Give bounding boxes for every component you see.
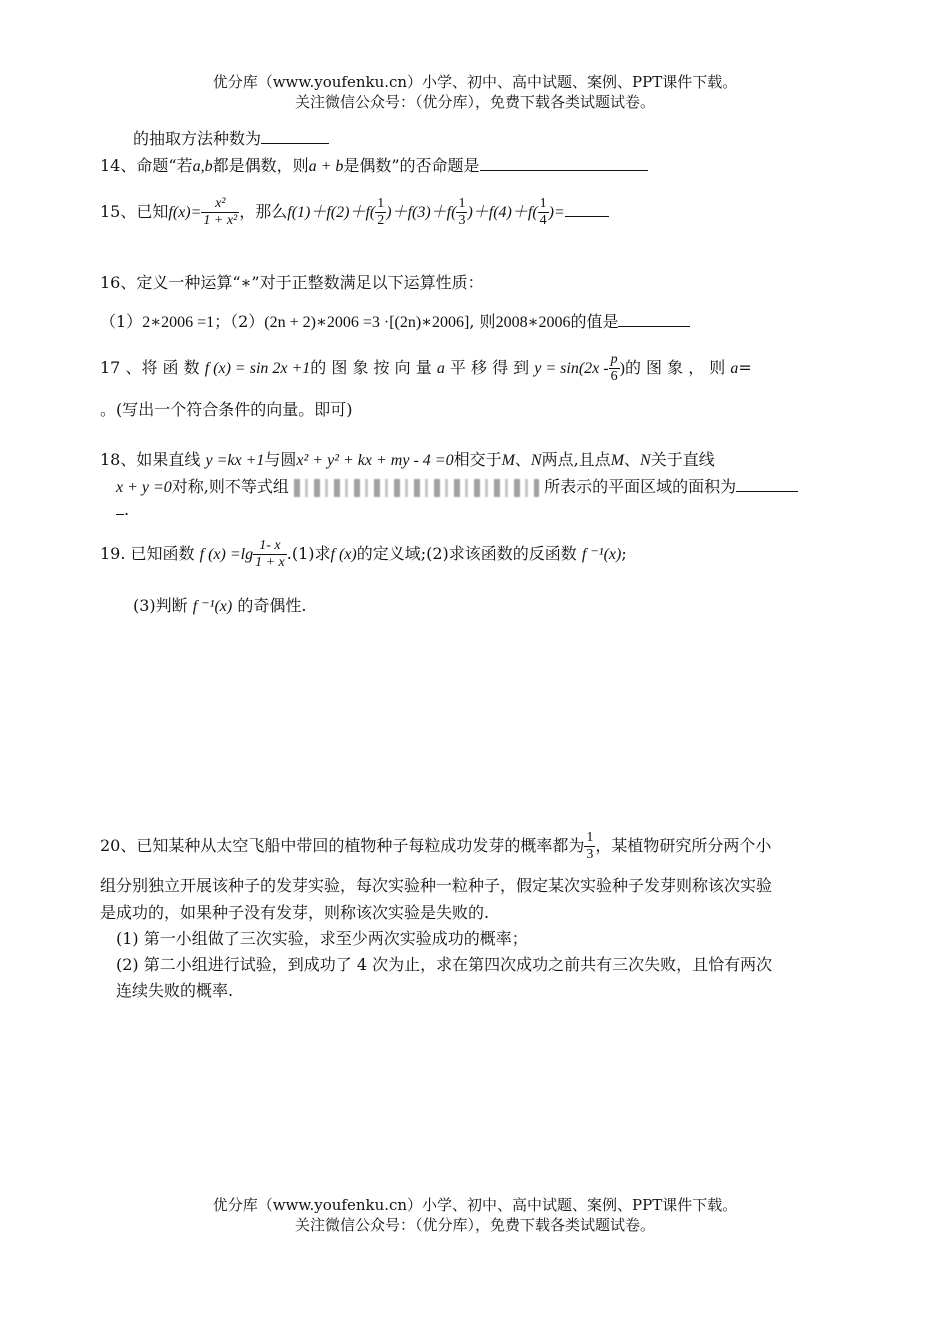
q15-number: 15、已知 bbox=[100, 202, 169, 221]
q18-n: N bbox=[530, 452, 542, 469]
q19-l2-text-1: (3)判断 bbox=[133, 596, 188, 615]
q18-text-1: 与圆 bbox=[264, 450, 297, 469]
question-18-line-3 bbox=[116, 500, 129, 519]
question-20 bbox=[100, 830, 771, 863]
question-19 bbox=[100, 538, 627, 571]
q17-expr-2b: ) bbox=[619, 360, 625, 377]
q17-pi-fraction bbox=[609, 352, 620, 385]
q17-expr-2a: y = sin(2x - bbox=[534, 360, 609, 377]
question-17 bbox=[100, 352, 752, 385]
q18-expr-3: x + y =0 bbox=[116, 479, 172, 496]
q15-quarter bbox=[538, 196, 549, 229]
q16-expr-1: 2∗2006 =1 bbox=[142, 314, 215, 331]
q18-text-3: 两点,且点 bbox=[541, 450, 611, 469]
q19-expr-3: f ⁻¹(x) bbox=[581, 546, 622, 563]
answer-blank bbox=[480, 156, 648, 171]
q18-text-2: 相交于 bbox=[453, 450, 502, 469]
q18-n-2: N bbox=[640, 452, 651, 469]
q14-number: 14、 bbox=[100, 156, 137, 175]
q16-text-4: 的值是 bbox=[570, 312, 619, 331]
q14-text-2: 都是偶数，则 bbox=[212, 156, 309, 175]
q19-text-1: .(1)求 bbox=[286, 544, 331, 563]
q15-frac-den: 1 + x² bbox=[203, 213, 238, 228]
q15-sum-3: )＋f(4)＋f( bbox=[467, 204, 538, 221]
q17-number: 17 、将 函 数 bbox=[100, 358, 200, 377]
header-line-2: 关注微信公众号：（优分库），免费下载各类试题试卷。 bbox=[294, 93, 655, 111]
question-16-cases bbox=[100, 309, 690, 332]
q18-tail: . bbox=[124, 500, 130, 519]
q18-sep-2: 、 bbox=[624, 450, 641, 469]
q15-fx: f(x)= bbox=[168, 204, 202, 221]
q18-expr-2: x² + y² + kx + my - 4 =0 bbox=[296, 452, 454, 469]
blurred-inequality-system bbox=[294, 479, 539, 497]
q15-sum-2: )＋f(3)＋f( bbox=[386, 204, 457, 221]
q20-line-1a: 20、已知某种从太空飞船中带回的植物种子每粒成功发芽的概率都为 bbox=[100, 836, 585, 855]
q17-vector-a-2: a bbox=[730, 360, 739, 377]
q20-part-2-cont: 连续失败的概率. bbox=[116, 981, 234, 1000]
q15-third-num: 1 bbox=[458, 196, 466, 211]
q15-quarter-den: 4 bbox=[539, 213, 547, 228]
q20-line-3: 是成功的，如果种子没有发芽，则称该次实验是失败的. bbox=[100, 903, 490, 922]
q18-text-6: 所表示的平面区域的面积为 bbox=[544, 477, 737, 496]
q20-part-2: (2) 第二小组进行试验，到成功了 4 次为止，求在第四次成功之前共有三次失败，且恰有两次 bbox=[116, 955, 773, 974]
q15-fraction bbox=[201, 196, 239, 229]
q14-text-3: 是偶数”的否命题是 bbox=[343, 156, 480, 175]
q16-case-1-label: （1） bbox=[100, 312, 143, 331]
question-18-line-2 bbox=[116, 474, 798, 497]
q13-text: 的抽取方法种数为 bbox=[133, 129, 262, 148]
q20-line-2: 组分别独立开展该种子的发芽实验，每次实验种一粒种子，假定某次实验种子发芽则称该次实验 bbox=[100, 876, 773, 895]
q15-half-num: 1 bbox=[377, 196, 385, 211]
q19-frac-num: 1- x bbox=[259, 538, 281, 553]
q17-pi-num: p bbox=[610, 352, 618, 367]
q16-line-1: 16、定义一种运算“∗”对于正整数满足以下运算性质： bbox=[100, 273, 484, 292]
answer-blank bbox=[565, 202, 609, 217]
q19-l2-expr: f ⁻¹(x) bbox=[192, 598, 233, 615]
q14-expr: a + b bbox=[308, 158, 344, 175]
q18-text-4: 关于直线 bbox=[650, 450, 715, 469]
q20-prob-num: 1 bbox=[586, 830, 594, 845]
q17-text-3: 的 图 象 ， 则 bbox=[624, 358, 726, 377]
q17-text-1: 的 图 象 按 向 量 bbox=[310, 358, 432, 377]
q17-pi-den: 6 bbox=[610, 369, 618, 384]
q18-sep: 、 bbox=[514, 450, 531, 469]
q17-eq: = bbox=[738, 358, 752, 377]
q16-text-3: , 则 bbox=[469, 312, 496, 331]
q19-fraction bbox=[253, 538, 287, 571]
q13-tail bbox=[133, 126, 329, 149]
q19-text-3: ; bbox=[621, 544, 627, 563]
q17-line-2: 。(写出一个符合条件的向量。即可) bbox=[100, 400, 353, 419]
q18-m-2: M bbox=[610, 452, 625, 469]
q15-frac-num: x² bbox=[215, 196, 226, 211]
q17-expr-1: f (x) = sin 2x +1 bbox=[204, 360, 311, 377]
question-14 bbox=[100, 153, 648, 176]
q19-number: 19. 已知函数 bbox=[100, 544, 195, 563]
q18-text-5: 对称,则不等式组 bbox=[171, 477, 289, 496]
answer-blank-cont bbox=[116, 500, 124, 515]
q15-quarter-num: 1 bbox=[539, 196, 547, 211]
q18-expr-1: y =kx +1 bbox=[205, 452, 265, 469]
footer-line-1: 优分库（www.youfenku.cn）小学、初中、高中试题、案例、PPT课件下载。 bbox=[212, 1196, 738, 1214]
q15-sum-1: f(1)＋f(2)＋f( bbox=[287, 204, 376, 221]
q17-text-2: 平 移 得 到 bbox=[449, 358, 530, 377]
question-19-line-2 bbox=[133, 593, 306, 616]
q16-expr-2: (2n + 2)∗2006 =3 ·[(2n)∗2006] bbox=[264, 314, 470, 331]
answer-blank bbox=[261, 129, 329, 144]
answer-blank bbox=[736, 477, 798, 492]
footer-line-2: 关注微信公众号：（优分库），免费下载各类试题试卷。 bbox=[294, 1216, 655, 1234]
q15-sum-4: )= bbox=[548, 204, 565, 221]
q14-vars: a,b bbox=[192, 158, 213, 175]
q20-prob-den: 3 bbox=[586, 847, 594, 862]
q19-frac-den: 1 + x bbox=[255, 555, 285, 570]
q19-text-2: 的定义域;(2)求该函数的反函数 bbox=[356, 544, 577, 563]
q19-expr-2: f (x) bbox=[330, 546, 357, 563]
q20-prob-fraction bbox=[584, 830, 595, 863]
question-15 bbox=[100, 196, 609, 229]
q18-number: 18、如果直线 bbox=[100, 450, 201, 469]
q20-part-1: (1) 第一小组做了三次实验，求至少两次实验成功的概率； bbox=[116, 929, 528, 948]
answer-blank bbox=[618, 312, 690, 327]
q19-l2-text-2: 的奇偶性. bbox=[237, 596, 307, 615]
q16-case-2-label: ；（2） bbox=[214, 312, 265, 331]
q17-vector-a: a bbox=[436, 360, 445, 377]
q20-line-1b: ，某植物研究所分两个小 bbox=[595, 836, 772, 855]
q15-text-1: ，那么 bbox=[239, 202, 288, 221]
header-line-1: 优分库（www.youfenku.cn）小学、初中、高中试题、案例、PPT课件下载。 bbox=[212, 73, 738, 91]
q16-expr-3: 2008∗2006 bbox=[495, 314, 571, 331]
q19-expr-1: f (x) =lg bbox=[199, 546, 254, 563]
q18-m: M bbox=[501, 452, 515, 469]
q15-half bbox=[375, 196, 386, 229]
q15-third bbox=[456, 196, 467, 229]
q15-half-den: 2 bbox=[377, 213, 385, 228]
q15-third-den: 3 bbox=[458, 213, 466, 228]
question-18 bbox=[100, 447, 715, 470]
q14-text-1: 命题“若 bbox=[136, 156, 193, 175]
